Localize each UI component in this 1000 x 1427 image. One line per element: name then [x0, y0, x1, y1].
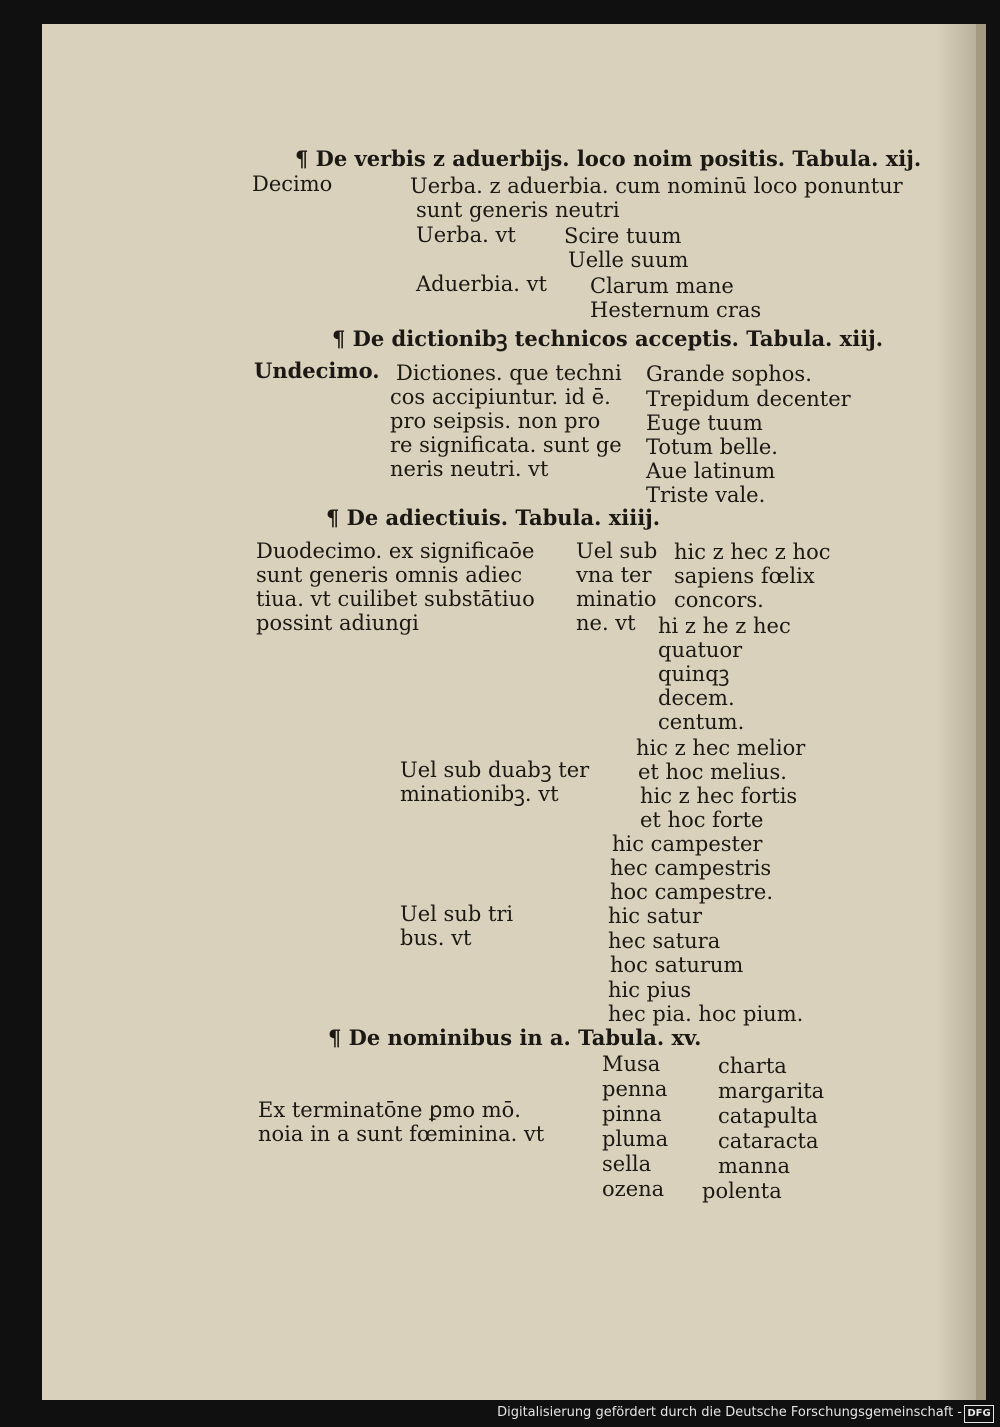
heading-tabula-xii: ¶ De verbis z aduerbijs. loco noim positis. Tabula. xij. — [295, 146, 922, 171]
example: et hoc melius. — [638, 760, 787, 784]
example: hic satur — [608, 904, 702, 928]
example: hec pia. hoc pium. — [608, 1002, 804, 1026]
example: Aue latinum — [646, 459, 776, 483]
example: Hesternum cras — [590, 298, 762, 322]
example: hic z hec z hoc — [674, 540, 831, 564]
example: hoc campestre. — [610, 880, 774, 904]
sub-label: vna ter — [576, 563, 652, 587]
rule-line: Duodecimo. ex significaōe — [256, 539, 535, 563]
sub-label: minationibꝫ. vt — [400, 782, 559, 806]
sub-label: Uel sub — [576, 539, 658, 563]
example: sella — [602, 1152, 652, 1176]
example: catapulta — [718, 1104, 818, 1128]
heading-tabula-xiii: ¶ De dictionibꝫ technicos acceptis. Tabula. xiij. — [332, 326, 884, 351]
rule-line: cos accipiuntur. id ē. — [390, 385, 611, 409]
rule-line: possint adiungi — [256, 611, 419, 635]
footer-bar — [0, 1400, 1000, 1427]
example: ozena — [602, 1177, 665, 1201]
sub-label: minatio — [576, 587, 657, 611]
rule-line: noia in a sunt fœminina. vt — [258, 1122, 545, 1146]
label-decimo: Decimo — [252, 172, 333, 196]
example: hic pius — [608, 978, 692, 1002]
example: concors. — [674, 588, 764, 612]
example: Trepidum decenter — [646, 387, 851, 411]
example: hoc saturum — [610, 953, 744, 977]
sub-label: bus. vt — [400, 926, 472, 950]
example: Clarum mane — [590, 274, 734, 298]
label-undecimo: Undecimo. — [254, 358, 380, 383]
sub-label-aduerbia: Aduerbia. vt — [416, 272, 547, 296]
rule-line: Uerba. z aduerbia. cum nominū loco ponuntur — [410, 174, 903, 198]
rule-line: re significata. sunt ge — [390, 433, 622, 457]
rule-line: sunt generis neutri — [416, 198, 620, 222]
example: quatuor — [658, 638, 743, 662]
example: cataracta — [718, 1129, 819, 1153]
rule-line: neris neutri. vt — [390, 457, 549, 481]
dfg-logo: DFG — [964, 1405, 994, 1423]
rule-line: tiua. vt cuilibet substātiuo — [256, 587, 535, 611]
example: hic z hec fortis — [640, 784, 798, 808]
sub-label-verba: Uerba. vt — [416, 223, 516, 247]
example: Euge tuum — [646, 411, 763, 435]
example: penna — [602, 1077, 668, 1101]
example: hic z hec melior — [636, 736, 806, 760]
sub-label: Uel sub duabꝫ ter — [400, 758, 590, 782]
rule-line: Ex terminatōne ꝑmo mō. — [258, 1098, 521, 1122]
example: hic campester — [612, 832, 763, 856]
example: hi z he z hec — [658, 614, 791, 638]
example: charta — [718, 1054, 787, 1078]
sub-label: ne. vt — [576, 611, 636, 635]
example: centum. — [658, 710, 745, 734]
example: et hoc forte — [640, 808, 764, 832]
heading-tabula-xiiii: ¶ De adiectiuis. Tabula. xiiij. — [326, 505, 661, 530]
rule-line: Dictiones. que techni — [396, 361, 622, 385]
example: pluma — [602, 1127, 669, 1151]
example: pinna — [602, 1102, 662, 1126]
example: Uelle suum — [568, 248, 689, 272]
sub-label: Uel sub tri — [400, 902, 514, 926]
example: Musa — [602, 1052, 661, 1076]
example: Scire tuum — [564, 224, 682, 248]
example: sapiens fœlix — [674, 564, 815, 588]
example: quinqꝫ — [658, 662, 730, 686]
example: polenta — [702, 1179, 782, 1203]
example: margarita — [718, 1079, 825, 1103]
example: decem. — [658, 686, 735, 710]
example: hec campestris — [610, 856, 772, 880]
heading-tabula-xv: ¶ De nominibus in a. Tabula. xv. — [328, 1025, 702, 1050]
example: Totum belle. — [646, 435, 778, 459]
example: Triste vale. — [646, 483, 766, 507]
footer-credit: Digitalisierung gefördert durch die Deutsche Forschungsgemeinschaft - — [497, 1405, 962, 1420]
example: hec satura — [608, 929, 721, 953]
book-page — [42, 24, 986, 1400]
example: manna — [718, 1154, 791, 1178]
rule-line: sunt generis omnis adiec — [256, 563, 523, 587]
rule-line: pro seipsis. non pro — [390, 409, 601, 433]
page-edge-shadow — [936, 24, 976, 1400]
example: Grande sophos. — [646, 362, 812, 386]
